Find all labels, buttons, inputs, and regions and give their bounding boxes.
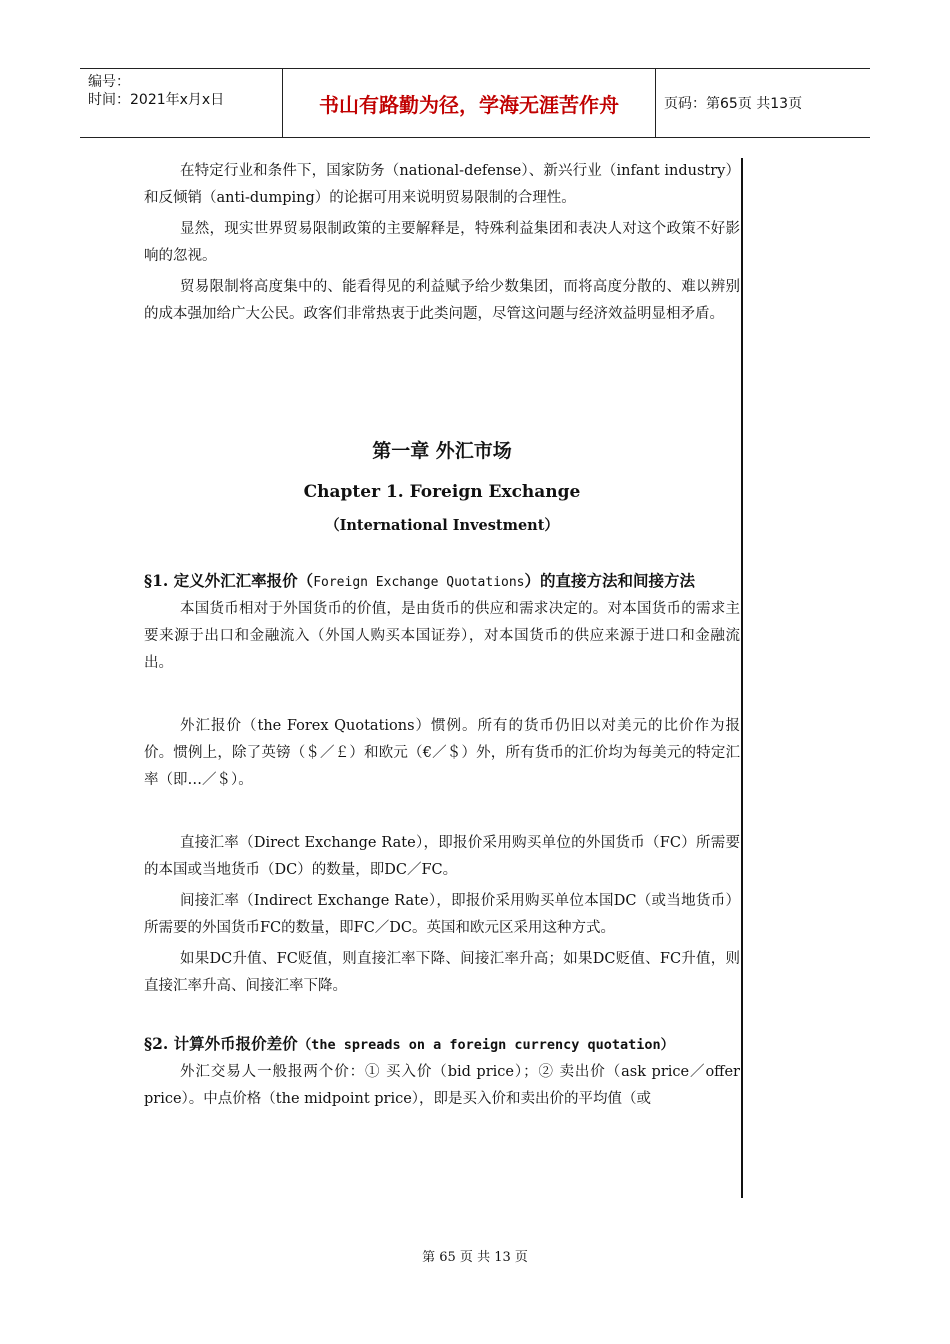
paragraph: 显然，现实世界贸易限制政策的主要解释是，特殊利益集团和表决人对这个政策不好影响的忽视。 xyxy=(144,221,740,264)
paragraph: 本国货币相对于外国货币的价值，是由货币的供应和需求决定的。对本国货币的需求主要来源于出口和金融流入（外国人购买本国证券），对本国货币的供应来源于进口和金融流出。 xyxy=(144,601,740,671)
document-body xyxy=(144,158,740,1113)
header-date: 时间：2021年x月x日 xyxy=(88,92,225,108)
chapter-title-en: Chapter 1. Foreign Exchange xyxy=(303,482,581,502)
page-header xyxy=(80,68,870,138)
section-heading-1: §1. 定义外汇汇率报价（Foreign Exchange Quotations）的直接方法和间接方法 xyxy=(144,571,696,590)
right-margin-rule xyxy=(741,158,743,1198)
paragraph: 间接汇率（Indirect Exchange Rate），即报价采用购买单位本国DC（或当地货币）所需要的外国货币FC的数量，即FC／DC。英国和欧元区采用这种方式。 xyxy=(144,893,740,936)
paragraph: 贸易限制将高度集中的、能看得见的利益赋予给少数集团，而将高度分散的、难以辨别的成本强加给广大公民。政客们非常热衷于此类问题，尽管这问题与经济效益明显相矛盾。 xyxy=(144,279,740,322)
paragraph: 直接汇率（Direct Exchange Rate），即报价采用购买单位的外国货币（FC）所需要的本国或当地货币（DC）的数量，即DC／FC。 xyxy=(144,835,740,878)
header-meta xyxy=(80,69,282,137)
paragraph: 如果DC升值、FC贬值，则直接汇率下降、间接汇率升高；如果DC贬值、FC升值，则直接汇率升高、间接汇率下降。 xyxy=(144,951,740,994)
section-heading-2: §2. 计算外币报价差价（the spreads on a foreign currency quotation） xyxy=(144,1034,675,1053)
paragraph: 外汇报价（the Forex Quotations）惯例。所有的货币仍旧以对美元的比价作为报价。惯例上，除了英镑（＄／￡）和欧元（€／＄）外，所有货币的汇价均为每美元的特定汇率（即…／＄）。 xyxy=(144,718,740,788)
chapter-title-cn: 第一章 外汇市场 xyxy=(372,440,512,462)
page-footer: 第 65 页 共 13 页 xyxy=(422,1250,528,1265)
paragraph: 外汇交易人一般报两个价：① 买入价（bid price）；② 卖出价（ask price／offer price）。中点价格（the midpoint price），即是买入价和卖出价的平均值（或 xyxy=(144,1064,740,1107)
header-code: 编号： xyxy=(88,74,130,90)
chapter-subtitle: （International Investment） xyxy=(325,517,559,534)
header-page-number: 页码：第65页 共13页 xyxy=(664,96,803,112)
header-motto: 书山有路勤为径，学海无涯苦作舟 xyxy=(319,92,619,117)
paragraph: 在特定行业和条件下，国家防务（national-defense）、新兴行业（infant industry）和反倾销（anti-dumping）的论据可用来说明贸易限制的合理性。 xyxy=(144,163,740,206)
header-divider-2 xyxy=(655,69,656,137)
